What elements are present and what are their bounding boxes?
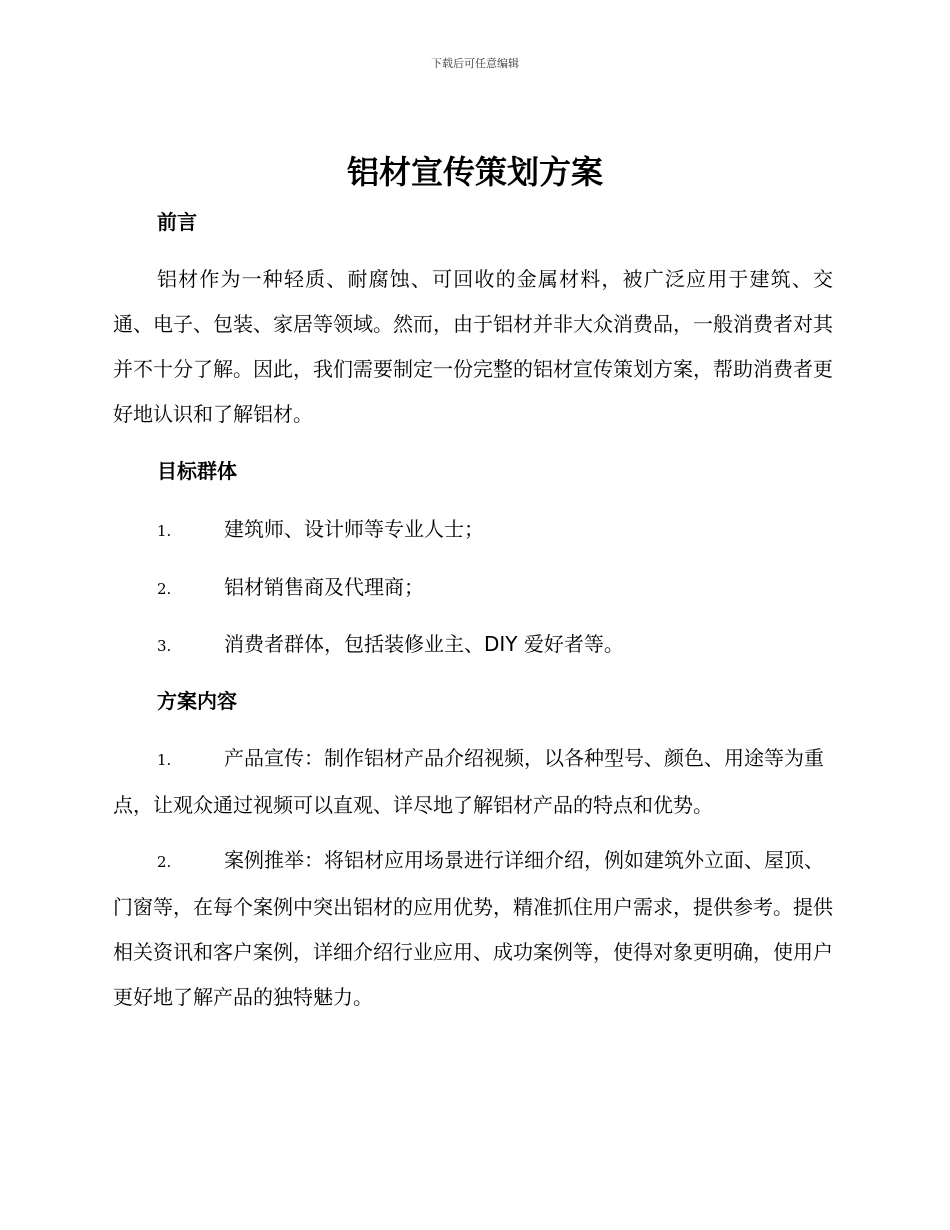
- section-heading-preface: 前言: [157, 210, 197, 234]
- content-item: [113, 736, 833, 828]
- document-title: 铝材宣传策划方案: [346, 153, 603, 191]
- content-item-number: 2.: [157, 853, 172, 871]
- list-item-text: 铝材销售商及代理商；: [224, 575, 424, 599]
- list-item-text: 建筑师、设计师等专业人士；: [224, 517, 484, 541]
- content-item-text: 产品宣传：制作铝材产品介绍视频，以各种型号、颜色、用途等为重点，让观众通过视频可以直观、详尽地了解铝材产品的特点和优势。: [113, 746, 824, 817]
- list-item-number: 1.: [157, 522, 172, 540]
- content-item-text: 案例推举：将铝材应用场景进行详细介绍，例如建筑外立面、屋顶、门窗等，在每个案例中突出铝材的应用优势，精准抓住用户需求，提供参考。提供相关资讯和客户案例，详细介绍行业应用、成功案例等，使得对象更明确，使用户更好地了解产品的独特魅力。: [113, 848, 833, 1009]
- content-item: [113, 838, 833, 1020]
- preface-paragraph: 铝材作为一种轻质、耐腐蚀、可回收的金属材料，被广泛应用于建筑、交通、电子、包装、家居等领域。然而，由于铝材并非大众消费品，一般消费者对其并不十分了解。因此，我们需要制定一份完整的铝材宣传策划方案，帮助消费者更好地认识和了解铝材。: [113, 267, 833, 426]
- list-item: [157, 514, 484, 546]
- list-item-text: 消费者群体，包括装修业主、DIY 爱好者等。: [224, 632, 624, 656]
- content-item-number: 1.: [157, 751, 172, 769]
- section-heading-audience: 目标群体: [157, 459, 237, 483]
- section-heading-content: 方案内容: [157, 689, 237, 713]
- page-header-note: 下载后可任意编辑: [431, 57, 519, 70]
- list-item: [157, 572, 424, 604]
- list-item-number: 3.: [157, 637, 172, 655]
- list-item: [157, 629, 624, 661]
- list-item-number: 2.: [157, 580, 172, 598]
